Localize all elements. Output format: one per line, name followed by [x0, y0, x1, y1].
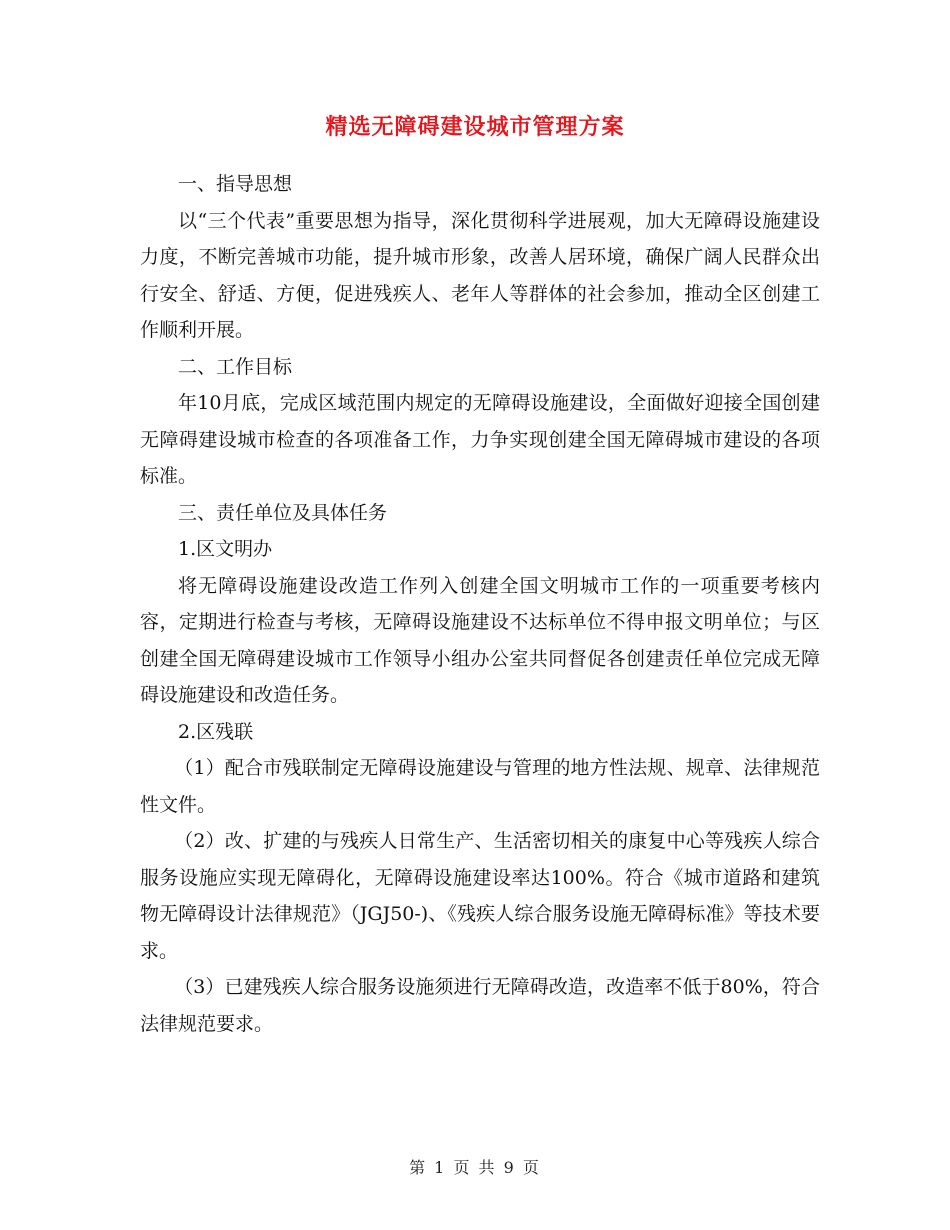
- paragraph-guiding-ideology: 以“三个代表”重要思想为指导，深化贯彻科学进展观，加大无障碍设施建设力度，不断完善城市功能，提升城市形象，改善人居环境，确保广阔人民群众出行安全、舒适、方便，促进残疾人、老年人等群体的社会参加，推动全区创建工作顺利开展。: [140, 209, 820, 341]
- section-heading-guiding-ideology: 一、指导思想: [178, 173, 293, 195]
- paragraph-civilization-office: 将无障碍设施建设改造工作列入创建全国文明城市工作的一项重要考核内容，定期进行检查与考核，无障碍设施建设不达标单位不得申报文明单位；与区创建全国无障碍建设城市工作领导小组办公室共同督促各创建责任单位完成无障碍设施建设和改造任务。: [140, 574, 820, 706]
- section-heading-work-goals: 二、工作目标: [178, 355, 293, 378]
- document-body: [140, 166, 820, 1042]
- page-number-footer: 第 1 页 共 9 页: [409, 1158, 541, 1177]
- paragraph-item-3: （3）已建残疾人综合服务设施须进行无障碍改造，改造率不低于80%，符合法律规范要求。: [140, 976, 820, 1035]
- document-title: 精选无障碍建设城市管理方案: [325, 114, 625, 140]
- paragraph-item-2: （2）改、扩建的与残疾人日常生产、生活密切相关的康复中心等残疾人综合服务设施应实现无障碍化，无障碍设施建设率达100%。符合《城市道路和建筑物无障碍设计法律规范》（JGJ50-)、《残疾人综合服务设施无障碍标准》等技术要求。: [140, 830, 820, 962]
- paragraph-work-goals: 年10月底，完成区域范围内规定的无障碍设施建设，全面做好迎接全国创建无障碍建设城市检查的各项准备工作，力争实现创建全国无障碍城市建设的各项标准。: [140, 392, 820, 487]
- subheading-civilization-office: 1.区文明办: [178, 538, 273, 560]
- subheading-disabled-federation: 2.区残联: [178, 720, 254, 743]
- section-heading-responsibilities: 三、责任单位及具体任务: [178, 501, 388, 524]
- paragraph-item-1: （1）配合市残联制定无障碍设施建设与管理的地方性法规、规章、法律规范性文件。: [140, 757, 820, 816]
